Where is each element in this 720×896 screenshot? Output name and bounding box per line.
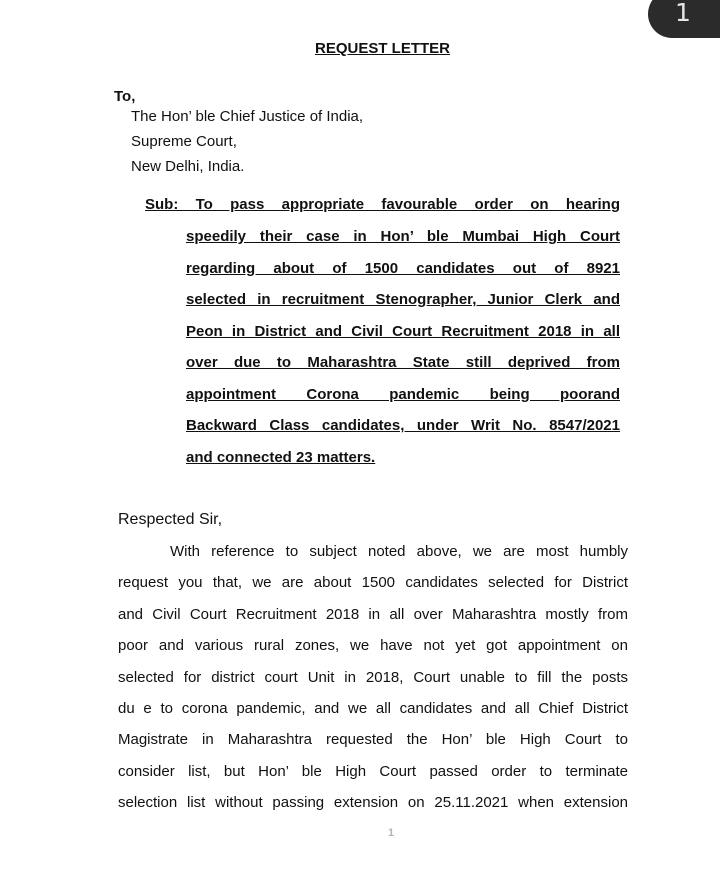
subject-block (145, 0, 620, 480)
address-line: New Delhi, India. (131, 158, 245, 175)
letter-body (118, 542, 628, 825)
salutation: Respected Sir, (118, 511, 223, 528)
body-line: With reference to subject noted above, we are most humbly (170, 543, 628, 560)
subject-line: speedily their case in Hon’ ble Mumbai High Court (186, 228, 620, 245)
subject-line: Sub: To pass appropriate favourable order on hearing (145, 196, 620, 213)
subject-line: appointment Corona pandemic being poorand (186, 385, 620, 403)
subject-line: Peon in District and Civil Court Recruitment 2018 in all (186, 322, 620, 340)
address-line: Supreme Court, (131, 133, 237, 150)
body-line: poor and various rural zones, we have not yet got appointment on (118, 637, 628, 655)
subject-body (186, 227, 620, 479)
body-line: request you that, we are about 1500 candidates selected for District (118, 574, 628, 592)
subject-line: and connected 23 matters. (186, 448, 376, 466)
body-line: selected for district court Unit in 2018, Court unable to fill the posts (118, 668, 628, 686)
to-label: To, (114, 88, 136, 105)
body-line: Magistrate in Maharashtra requested the Hon’ ble High Court to (118, 731, 628, 749)
subject-line: selected in recruitment Stenographer, Junior Clerk and (186, 291, 620, 308)
body-line: consider list, but Hon’ ble High Court passed order to terminate (118, 762, 628, 780)
page-indicator-badge (648, 0, 720, 38)
address-line: The Hon’ ble Chief Justice of India, (131, 108, 364, 125)
page-indicator-number: 1 (675, 0, 691, 27)
body-line: and Civil Court Recruitment 2018 in all over Maharashtra mostly from (118, 605, 628, 623)
subject-line: regarding about of 1500 candidates out of 8921 (186, 259, 620, 277)
page-number: 1 (388, 827, 395, 839)
subject-line: Backward Class candidates, under Writ No. 8547/2021 (186, 417, 620, 434)
body-line: du e to corona pandemic, and we all candidates and all Chief District (118, 699, 628, 717)
body-line: selection list without passing extension on 25.11.2021 when extension (118, 794, 628, 812)
letter-title: REQUEST LETTER (314, 40, 450, 57)
subject-line: over due to Maharashtra State still deprived from (186, 354, 620, 371)
